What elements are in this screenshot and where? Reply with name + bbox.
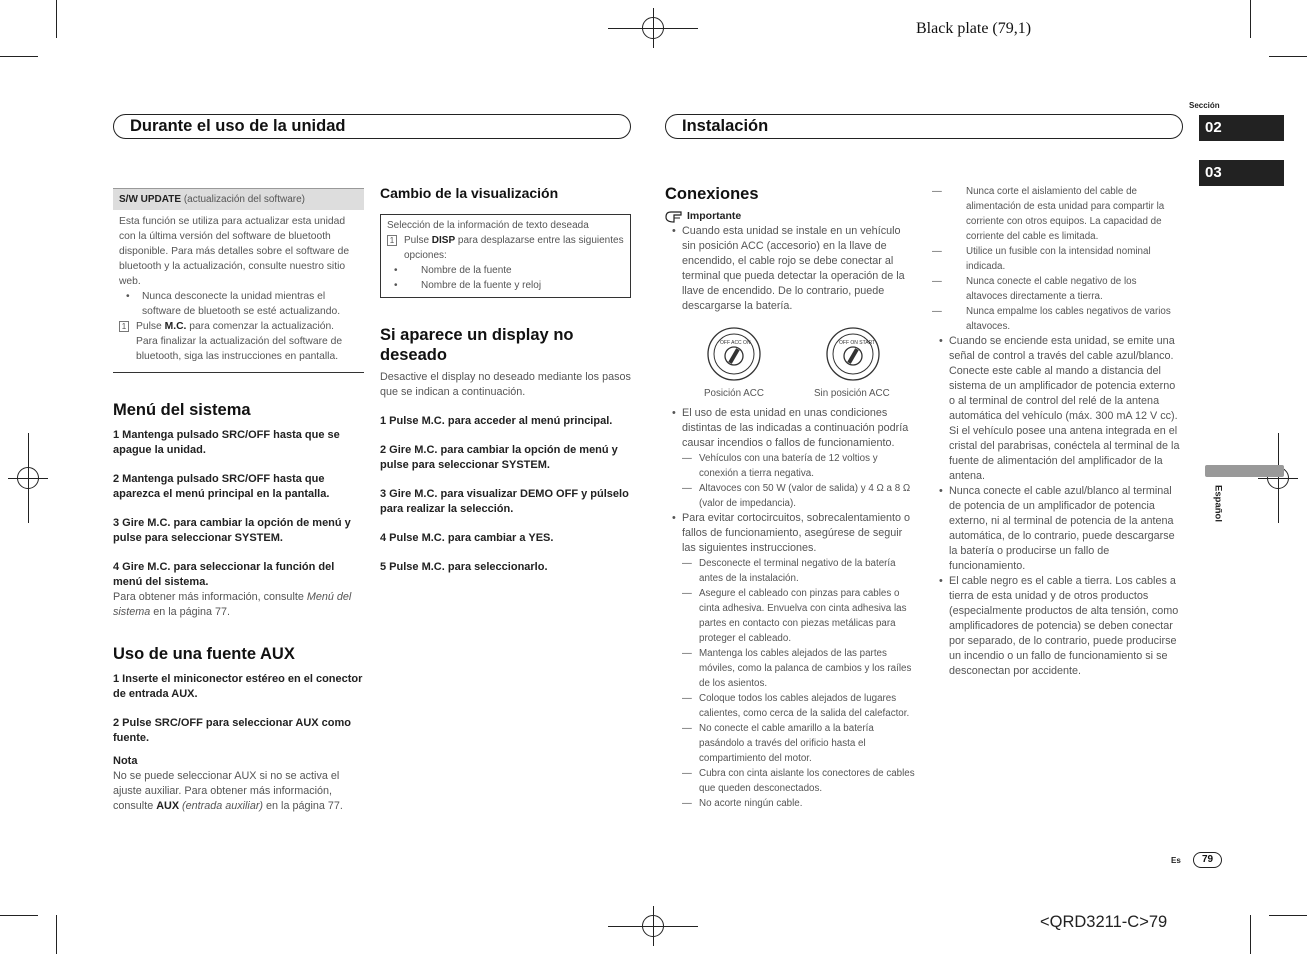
crop-mark	[56, 0, 57, 38]
conexiones-dash-3-7: — No acorte ningún cable.	[682, 796, 917, 811]
sw-step-c: para comenzar la actualización. Para finalizar la actualización del software de bluetooth, siga las instrucciones en pantalla.	[136, 321, 343, 362]
conexiones-bullet-1: • Cuando esta unidad se instale en un vehículo sin posición ACC (accesorio) en la llave de encendido, el cable rojo se debe conectar al terminal que pueda detectar la operación de la llave de encendido. De lo contrario, puede descargarse la batería.	[665, 224, 917, 314]
crop-mark	[1269, 56, 1307, 57]
crop-mark	[1250, 915, 1251, 954]
aux-step-2: 2 Pulse SRC/OFF para seleccionar AUX como fuente.	[113, 717, 352, 744]
conexiones-dash-3-4: — Coloque todos los cables alejados de lugares calientes, como cerca de la salida del calefactor.	[682, 691, 917, 721]
right-dash-2: — Utilice un fusible con la intensidad nominal indicada.	[932, 244, 1180, 274]
crop-mark	[1250, 0, 1251, 38]
column-3	[665, 184, 917, 811]
cambio-box-head: Selección de la información de texto deseada	[387, 220, 589, 231]
cambio-option-1: • Nombre de la fuente	[387, 263, 624, 278]
plate-label: Black plate (79,1)	[916, 20, 1032, 37]
section-tab-03: 03	[1199, 160, 1284, 186]
aux-step-1: 1 Inserte el miniconector estéreo en el conector de entrada AUX.	[113, 673, 363, 700]
important-label: Importante	[687, 210, 742, 222]
sw-update-box	[113, 188, 364, 373]
right-bullet-1: • Cuando se enciende esta unidad, se emite una señal de control a través del cable azul/blanco. Conecte este cable al mando a distancia del sistema de un amplificador de potencia externo o al terminal de control del relé de la antena automática del vehículo (máx. 300 mA 12 V cc). Si el vehículo posee una antena integrada en el cristal del parabrisas, conéctela al terminal de la fuente de alimentación del amplificador de la antena.	[932, 334, 1180, 484]
registration-mark	[608, 8, 698, 48]
cambio-step-b: DISP	[431, 235, 456, 246]
aux-title: Uso de una fuente AUX	[113, 645, 295, 663]
menu-note-page: en la página 77.	[150, 606, 231, 618]
sw-step-b: M.C.	[164, 321, 187, 332]
display-step-2: 2 Gire M.C. para cambiar la opción de menú y pulse para seleccionar SYSTEM.	[380, 444, 618, 471]
menu-step-1: 1 Mantenga pulsado SRC/OFF hasta que se apague la unidad.	[113, 429, 340, 456]
sw-update-header	[113, 188, 364, 210]
right-dash-1: — Nunca corte el aislamiento del cable de alimentación de esta unidad para compartir la corriente con otros equipos. La capacidad de corriente del cable es limitada.	[932, 184, 1180, 244]
menu-note-text: Para obtener más información, consulte	[113, 591, 307, 603]
menu-step-4: 4 Gire M.C. para seleccionar la función del menú del sistema.	[113, 561, 335, 588]
key-acc-icon	[706, 326, 762, 382]
registration-mark	[8, 433, 48, 523]
cambio-title: Cambio de la visualización	[380, 185, 559, 201]
conexiones-bullet-3: • Para evitar cortocircuitos, sobrecalentamiento o fallos de funcionamiento, asegúrese de seguir las siguientes instrucciones.	[665, 511, 917, 556]
key-no-acc-label: Sin posición ACC	[814, 388, 890, 399]
language-label: Español	[1212, 485, 1224, 522]
important-heading	[665, 209, 917, 224]
key-acc-label: Posición ACC	[704, 388, 764, 399]
menu-note	[113, 590, 364, 620]
menu-step-2: 2 Mantenga pulsado SRC/OFF hasta que aparezca el menú principal en la pantalla.	[113, 473, 330, 500]
page-number: 79	[1193, 852, 1222, 868]
menu-step-3: 3 Gire M.C. para cambiar la opción de menú y pulse para seleccionar SYSTEM.	[113, 517, 351, 544]
section-bar-left: Durante el uso de la unidad	[113, 114, 631, 139]
registration-mark	[608, 906, 698, 946]
column-1	[113, 188, 364, 814]
step-number: 1	[387, 235, 397, 246]
conexiones-dash-3-5: — No conecte el cable amarillo a la batería pasándolo a través del orificio hasta el compartimiento del motor.	[682, 721, 917, 766]
conexiones-dash-3-6: — Cubra con cinta aislante los conectores de cables que queden desconectados.	[682, 766, 917, 796]
aux-nota-title: Nota	[113, 755, 138, 767]
warning-hand-icon	[665, 211, 683, 223]
display-step-1: 1 Pulse M.C. para acceder al menú principal.	[380, 415, 613, 427]
right-bullet-2: • Nunca conecte el cable azul/blanco al terminal de potencia de un amplificador de potencia externo, ni al terminal de potencia de la antena automática, de lo contrario, puede descargarse la batería o producirse un fallo de funcionamiento.	[932, 484, 1180, 574]
menu-title: Menú del sistema	[113, 401, 251, 419]
sw-step-a: Pulse	[136, 321, 165, 332]
crop-mark	[0, 56, 38, 57]
sw-body: Esta función se utiliza para actualizar esta unidad con la última versión del software de bluetooth disponible. Para más detalles sobre el software de bluetooth y la actualización, consulte nuestro sitio web.	[119, 216, 350, 287]
conexiones-dash-3-2: — Asegure el cableado con pinzas para cables o cinta adhesiva. Envuelva con cinta adhesiva las partes en contacto con piezas metálicas para proteger el cableado.	[682, 586, 917, 646]
right-dash-4: — Nunca empalme los cables negativos de varios altavoces.	[932, 304, 1180, 334]
seccion-label: Sección	[1189, 101, 1220, 110]
display-intro: Desactive el display no deseado mediante los pasos que se indican a continuación.	[380, 371, 631, 398]
key-diagrams	[665, 324, 917, 404]
sw-bullet: • Nunca desconecte la unidad mientras el software de bluetooth se esté actualizando.	[119, 289, 358, 319]
svg-text:OFF ACC ON: OFF ACC ON	[720, 340, 751, 346]
conexiones-title: Conexiones	[665, 185, 759, 203]
step-number: 1	[119, 321, 129, 332]
conexiones-bullet-2: • El uso de esta unidad en unas condiciones distintas de las indicadas a continuación podría causar incendios o fallos de funcionamiento.	[665, 406, 917, 451]
cambio-box	[380, 214, 631, 298]
section-tab-02: 02	[1199, 115, 1284, 141]
crop-mark	[1269, 915, 1307, 916]
right-dash-3: — Nunca conecte el cable negativo de los altavoces directamente a tierra.	[932, 274, 1180, 304]
menu-note-link: Menú del sistema	[113, 591, 352, 618]
crop-mark	[0, 915, 38, 916]
conexiones-dash-2-1: — Vehículos con una batería de 12 voltios y conexión a tierra negativa.	[682, 451, 917, 481]
aux-nota-page: en la página 77.	[263, 800, 343, 812]
registration-mark	[1258, 433, 1298, 523]
display-title: Si aparece un display no deseado	[380, 326, 574, 364]
column-2	[380, 184, 631, 575]
conexiones-dash-3-1: — Desconecte el terminal negativo de la batería antes de la instalación.	[682, 556, 917, 586]
conexiones-dash-3-3: — Mantenga los cables alejados de las partes móviles, como la palanca de cambios y los raíles de los asientos.	[682, 646, 917, 691]
sw-title: S/W UPDATE	[119, 194, 182, 205]
aux-nota	[113, 769, 364, 814]
aux-nota-text: No se puede seleccionar AUX si no se activa el ajuste auxiliar. Para obtener más información, consulte	[113, 770, 340, 812]
crop-mark	[56, 915, 57, 954]
footer-lang: Es	[1171, 856, 1181, 865]
cambio-option-2: • Nombre de la fuente y reloj	[387, 278, 624, 293]
cambio-step-a: Pulse	[404, 235, 432, 246]
aux-nota-italic: (entrada auxiliar)	[179, 800, 264, 812]
cambio-step-c: para desplazarse entre las siguientes opciones:	[404, 235, 624, 261]
key-no-acc-icon	[825, 326, 881, 382]
column-4	[932, 184, 1180, 679]
display-step-4: 4 Pulse M.C. para cambiar a YES.	[380, 532, 554, 544]
aux-nota-bold: AUX	[156, 800, 180, 812]
document-code: <QRD3211-C>79	[1040, 913, 1168, 931]
right-bullet-3: • El cable negro es el cable a tierra. Los cables a tierra de esta unidad y de otros productos (especialmente productos de alta tensión, como amplificadores de potencia) se deben conectar por separado, de lo contrario, puede producirse un incendio o un fallo de funcionamiento si se desconectan por accidente.	[932, 574, 1180, 679]
sw-title-rest: (actualización del software)	[181, 194, 305, 205]
section-bar-right: Instalación	[665, 114, 1183, 139]
display-step-3: 3 Gire M.C. para visualizar DEMO OFF y púlselo para realizar la selección.	[380, 488, 629, 515]
display-step-5: 5 Pulse M.C. para seleccionarlo.	[380, 561, 548, 573]
svg-text:OFF ON START: OFF ON START	[839, 340, 876, 346]
conexiones-dash-2-2: — Altavoces con 50 W (valor de salida) y 4 Ω a 8 Ω (valor de impedancia).	[682, 481, 917, 511]
